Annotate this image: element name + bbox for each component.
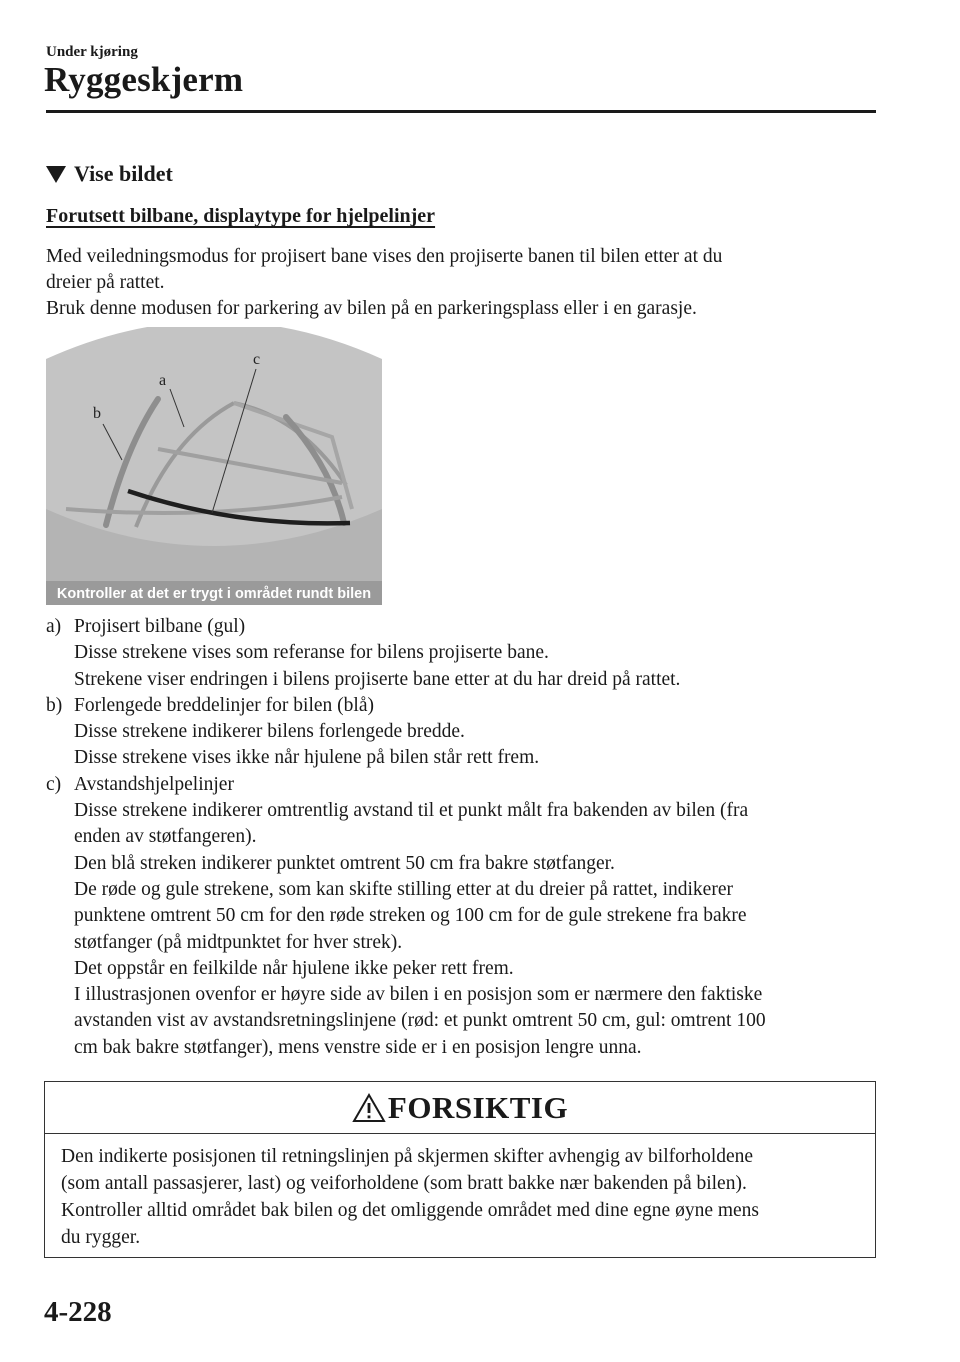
caution-line: (som antall passasjerer, last) og veiforholdene (som bratt bakke nær bakenden på bilen). [61,1173,747,1194]
caution-line: Kontroller alltid området bak bilen og det omliggende området med dine egne øyne mens [61,1200,760,1221]
page-number: 4-228 [44,1296,112,1328]
warning-triangle-icon [352,1093,386,1123]
caution-body [61,1143,861,1251]
section-label: Under kjøring [46,44,138,60]
list-line: enden av støtfangeren). [74,826,257,848]
caution-line: du rygger. [61,1227,141,1248]
intro-line: dreier på rattet. [46,272,165,293]
subsection-heading [46,161,173,187]
list-line: Strekene viser endringen i bilens projiserte bane etter at du har dreid på rattet. [74,668,681,690]
list-line: støtfanger (på midtpunktet for hver strek). [74,931,403,953]
intro-line: Med veiledningsmodus for projisert bane vises den projiserte banen til bilen etter at du [46,246,723,267]
list-line: Forlengede breddelinjer for bilen (blå) [74,694,374,716]
figure-label-a: a [159,372,167,389]
topic-heading: Forutsett bilbane, displaytype for hjelpelinjer [46,205,436,227]
triangle-bullet-icon [46,166,66,183]
list-marker: c) [46,773,62,795]
list-marker: b) [46,694,63,716]
page-title: Ryggeskjerm [44,60,244,99]
legend-list [46,614,876,1061]
screen-caption: Kontroller at det er trygt i området rundt bilen [56,586,372,602]
list-marker: a) [46,616,62,637]
intro-line: Bruk denne modusen for parkering av bilen på en parkeringsplass eller i en garasje. [46,298,697,319]
list-line: I illustrasjonen ovenfor er høyre side av bilen i en posisjon som er nærmere den faktiske [74,984,763,1006]
list-line: Avstandshjelpelinjer [74,773,234,795]
list-line: punktene omtrent 50 cm for den røde streken og 100 cm for de gule strekene fra bakre [74,905,747,927]
caution-header [45,1082,875,1134]
intro-paragraph [46,244,876,322]
list-line: cm bak bakre støtfanger), mens venstre side er i en posisjon lengre unna. [74,1036,642,1058]
figure-label-b: b [93,405,101,422]
caution-line: Den indikerte posisjonen til retningslinjen på skjermen skifter avhengig av bilforholdene [61,1146,754,1167]
caution-title: FORSIKTIG [387,1089,569,1125]
list-line: avstanden vist av avstandsretningslinjene (rød: et punkt omtrent 50 cm, gul: omtrent 100 [74,1010,766,1032]
list-line: Den blå streken indikerer punktet omtrent 50 cm fra bakre støtfanger. [74,852,615,874]
list-line: Det oppstår en feilkilde når hjulene ikke peker rett frem. [74,957,514,979]
list-item [46,693,876,772]
subsection-title: Vise bildet [74,161,173,186]
list-line: Projisert bilbane (gul) [74,616,246,637]
figure-label-c: c [253,351,261,368]
list-line: Disse strekene vises ikke når hjulene på bilen står rett frem. [74,747,540,769]
list-line: Disse strekene indikerer bilens forlengede bredde. [74,721,465,743]
list-line: De røde og gule strekene, som kan skifte stilling etter at du dreier på rattet, indikerer [74,878,733,900]
header-rule [46,110,876,113]
list-line: Disse strekene indikerer omtrentlig avstand til et punkt målt fra bakenden av bilen (fra [74,800,749,822]
caution-box [44,1081,876,1258]
list-item [46,614,876,693]
list-line: Disse strekene vises som referanse for bilens projiserte bane. [74,642,549,664]
rear-camera-illustration [46,327,382,605]
list-item [46,772,876,1061]
